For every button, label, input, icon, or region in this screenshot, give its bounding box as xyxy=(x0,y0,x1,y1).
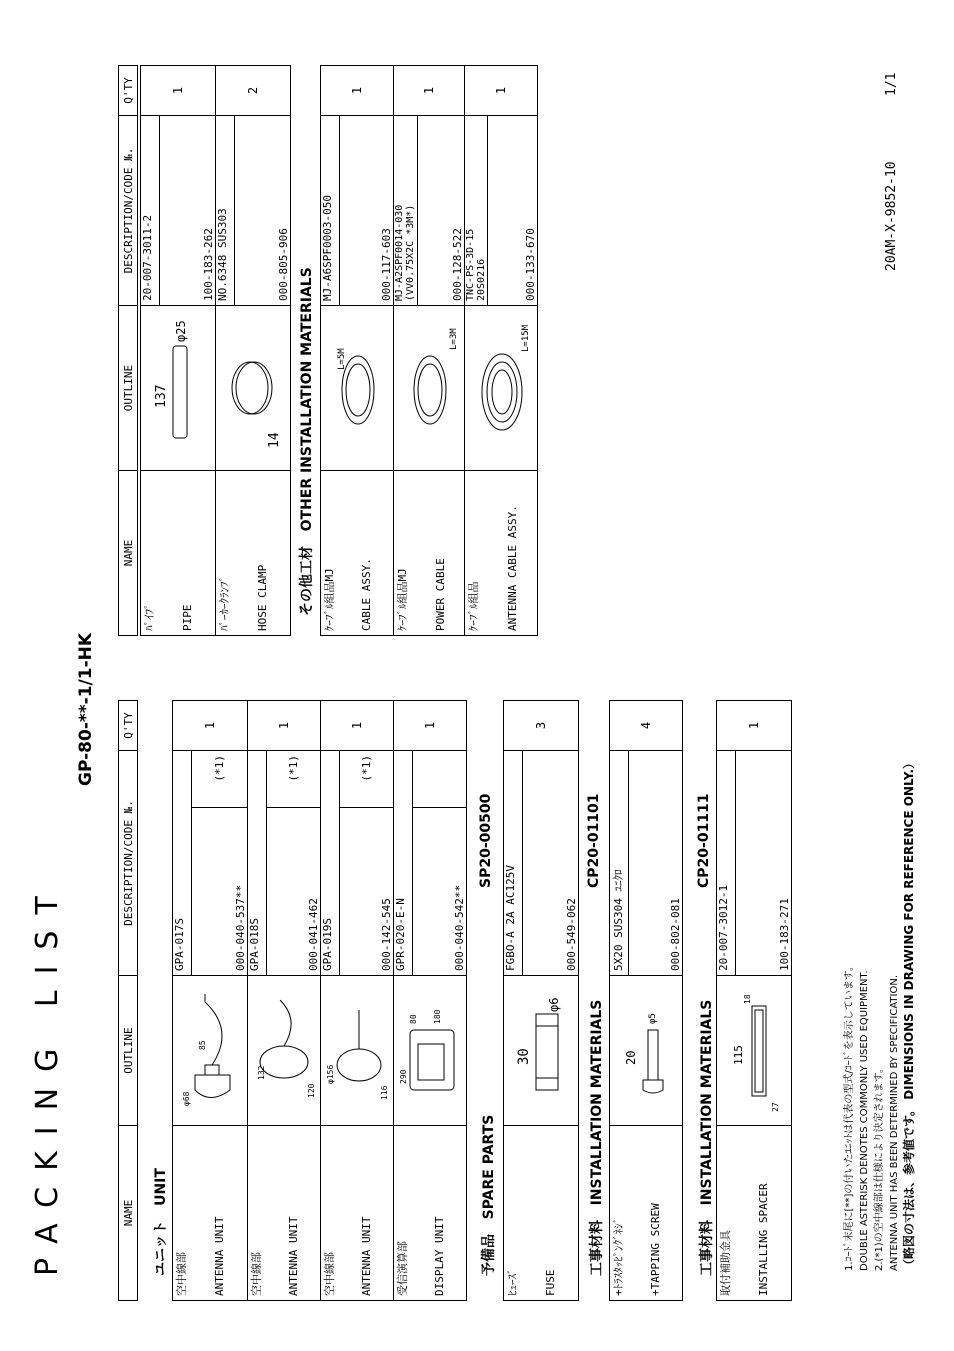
code: 000-805-906 xyxy=(235,116,291,306)
name-en: FUSE xyxy=(523,1126,579,1301)
dim-b: 120 xyxy=(307,1084,316,1099)
pipe-drawing xyxy=(143,308,213,468)
right-header-table xyxy=(118,65,138,636)
desc-line-1: MJ-A2SPF0014-030 xyxy=(394,204,405,301)
antenna-mushroom-drawing xyxy=(250,981,318,1121)
outline-cell xyxy=(717,976,792,1126)
right-items-table xyxy=(140,65,291,636)
name-jp: 受信演算部 xyxy=(394,1126,413,1301)
code: 000-128-522 xyxy=(418,116,465,306)
outline-cell xyxy=(216,306,291,471)
dim-length: 137 xyxy=(154,384,169,408)
code: 100-183-262 xyxy=(160,116,216,306)
name-jp: +ﾄﾗｽﾀｯﾋﾟﾝｸﾞﾈｼﾞ xyxy=(610,1126,629,1301)
name-en: HOSE CLAMP xyxy=(235,471,291,636)
outline-cell xyxy=(394,306,465,471)
dim-diameter: φ5 xyxy=(648,1013,658,1025)
code: 100-183-271 xyxy=(736,751,792,976)
code: 000-549-062 xyxy=(523,751,579,976)
dim-length: 20 xyxy=(624,1051,638,1066)
name-jp: ﾊﾟｰｶｰｸﾗﾝﾌﾟ xyxy=(216,471,235,636)
note: (*1) xyxy=(267,750,321,807)
desc xyxy=(465,116,488,306)
note-1-en: DOUBLE ASTERISK DENOTES COMMONLY USED EQUIPMENT. xyxy=(859,970,870,1271)
outline-cell xyxy=(141,306,216,471)
dim-height: 180 xyxy=(433,1010,442,1025)
code: 000-041-462 xyxy=(267,808,321,976)
name-en: ANTENNA UNIT xyxy=(192,1126,248,1301)
desc: 5X20 SUS304 ﾕﾆｸﾛ xyxy=(610,751,629,976)
col-qty: Q'TY xyxy=(119,701,138,751)
note-3: （略図の寸法は、参考値です。 DIMENSIONS IN DRAWING FOR REFERENCE ONLY.） xyxy=(902,757,916,1271)
desc: NO.6348 SUS303 xyxy=(216,116,235,306)
desc: 20-007-3011-2 xyxy=(141,116,160,306)
page-number: 1/1 xyxy=(884,72,899,96)
col-qty: Q'TY xyxy=(119,66,138,116)
name-en: CABLE ASSY. xyxy=(340,471,394,636)
qty: 1 xyxy=(321,66,394,116)
antenna-unit-drawing xyxy=(323,981,391,1121)
install1-section-title: 工事材料 INSTALLATION MATERIALS CP20-01101 xyxy=(586,793,605,1276)
unit-items xyxy=(172,700,467,1301)
antenna-dome-drawing xyxy=(175,981,245,1121)
tapping-screw-drawing xyxy=(613,981,679,1121)
antenna-cable-drawing xyxy=(466,308,536,468)
dim-diameter: φ6 xyxy=(547,998,561,1013)
model-number: GP-80-**-1/1-HK xyxy=(76,632,96,786)
dim-diameter: φ68 xyxy=(182,1092,191,1107)
col-outline: OUTLINE xyxy=(119,306,138,471)
outline-cell xyxy=(321,976,394,1126)
cable-coil-drawing xyxy=(322,308,392,468)
name-en: DISPLAY UNIT xyxy=(413,1126,467,1301)
qty: 2 xyxy=(216,66,291,116)
note-2: 2.(*1)の空中線部は仕様により決定されます。 xyxy=(874,1063,885,1271)
dim-depth: 80 xyxy=(409,1014,418,1025)
other-section-title: その他工材 OTHER INSTALLATION MATERIALS xyxy=(299,267,315,616)
dim-width: 14 xyxy=(267,432,282,448)
cable-length: L=15M xyxy=(521,324,531,352)
name-jp: ｹｰﾌﾞﾙ組品MJ xyxy=(394,471,418,636)
col-outline: OUTLINE xyxy=(119,976,138,1126)
dim-height: 85 xyxy=(198,1040,207,1051)
qty: 1 xyxy=(173,700,248,750)
doc-ref: 20AM-X-9852-10 xyxy=(884,161,899,271)
desc: 20-007-3012-1 xyxy=(717,751,736,976)
page-title: PACKING LIST xyxy=(30,880,65,1276)
dim-length: 115 xyxy=(732,1045,745,1066)
spare-code: SP20-00500 xyxy=(478,793,494,888)
name-en: ANTENNA UNIT xyxy=(267,1126,321,1301)
desc: MJ-A6SPF0003-050 xyxy=(321,116,340,306)
name-en: PIPE xyxy=(160,471,216,636)
dim-a: 18 xyxy=(743,994,752,1005)
code: 000-117-603 xyxy=(340,116,394,306)
note: (*1) xyxy=(192,750,248,807)
desc: GPA-018S xyxy=(248,750,267,975)
name-jp: ﾋｭｰｽﾞ xyxy=(504,1126,523,1301)
code: 000-142-545 xyxy=(340,808,394,976)
outline-cell xyxy=(465,306,538,471)
outline-cell xyxy=(248,976,321,1126)
name-jp: 空中線部 xyxy=(173,1126,192,1301)
desc-line-1: TNC-PS-3D-15 xyxy=(465,228,476,301)
col-desc: DESCRIPTION/CODE №. xyxy=(119,116,138,306)
col-desc: DESCRIPTION/CODE №. xyxy=(119,751,138,976)
qty: 1 xyxy=(465,66,538,116)
name-en: POWER CABLE xyxy=(418,471,465,636)
outline-cell xyxy=(394,976,467,1126)
name-en: ANTENNA CABLE ASSY. xyxy=(488,471,538,636)
hose-clamp-drawing xyxy=(218,308,288,468)
name-jp: ｹｰﾌﾞﾙ組品 xyxy=(465,471,488,636)
outline-cell xyxy=(173,976,248,1126)
dim-b: 27 xyxy=(771,1102,780,1113)
code: 000-802-081 xyxy=(629,751,683,976)
qty: 3 xyxy=(504,701,579,751)
notes-block xyxy=(842,631,917,1271)
cable-length: L=5M xyxy=(337,348,347,370)
dim-diameter: φ156 xyxy=(326,1065,335,1085)
other-items-table xyxy=(320,65,538,636)
code: 000-040-537** xyxy=(192,808,248,976)
spacer-drawing xyxy=(720,981,788,1121)
desc: GPA-019S xyxy=(321,750,340,975)
desc xyxy=(394,116,418,306)
name-en: +TAPPING SCREW xyxy=(629,1126,683,1301)
name-en: INSTALLING SPACER xyxy=(736,1126,792,1301)
note: (*1) xyxy=(340,750,394,807)
spare-table xyxy=(503,700,579,1301)
col-name: NAME xyxy=(119,1126,138,1301)
qty: 1 xyxy=(321,700,394,750)
install2-section-title: 工事材料 INSTALLATION MATERIALS CP20-01111 xyxy=(696,793,715,1276)
unit-table xyxy=(118,700,138,1301)
desc: FGBO-A 2A AC125V xyxy=(504,751,523,976)
qty: 4 xyxy=(610,701,683,751)
qty: 1 xyxy=(141,66,216,116)
col-name: NAME xyxy=(119,471,138,636)
desc: GPA-017S xyxy=(173,750,192,975)
name-jp: ﾊﾟｲﾌﾟ xyxy=(141,471,160,636)
dim-length: 30 xyxy=(516,1048,532,1066)
note-1: 1.ｺｰﾄﾞ末尾に[**]の付いたﾕﾆｯﾄは代表の型式/ｺｰﾄﾞを表示しています。 xyxy=(844,961,855,1271)
note xyxy=(413,750,467,807)
name-jp: 空中線部 xyxy=(321,1126,340,1301)
code: 000-040-542** xyxy=(413,808,467,976)
qty: 1 xyxy=(248,700,321,750)
name-jp: 取付補助金具 xyxy=(717,1126,736,1301)
fuse-drawing xyxy=(508,981,574,1121)
qty: 1 xyxy=(394,66,465,116)
desc-line-2: 20S0216 xyxy=(476,258,487,301)
dim-a: 132 xyxy=(257,1066,266,1081)
display-unit-drawing xyxy=(396,981,464,1121)
outline-cell xyxy=(321,306,394,471)
cable-length: L=3M xyxy=(449,328,459,350)
name-jp: 空中線部 xyxy=(248,1126,267,1301)
qty: 1 xyxy=(394,700,467,750)
install1-table xyxy=(609,700,683,1301)
outline-cell xyxy=(610,976,683,1126)
qty: 1 xyxy=(717,701,792,751)
outline-cell xyxy=(504,976,579,1126)
name-en: ANTENNA UNIT xyxy=(340,1126,394,1301)
dim-height: 116 xyxy=(380,1086,389,1101)
dim-width: 290 xyxy=(399,1070,408,1085)
spare-section-title: 予備品 SPARE PARTS SP20-00500 xyxy=(478,793,497,1276)
note-2-en: ANTENNA UNIT HAS BEEN DETERMINED BY SPECIFICATION. xyxy=(889,974,900,1271)
name-jp: ｹｰﾌﾞﾙ組品MJ xyxy=(321,471,340,636)
dim-diameter: φ25 xyxy=(174,320,188,342)
install1-code: CP20-01101 xyxy=(586,793,602,888)
install2-code: CP20-01111 xyxy=(696,793,712,888)
install2-table xyxy=(716,700,792,1301)
desc: GPR-020-E-N xyxy=(394,750,413,975)
unit-section-title: ユニット UNIT xyxy=(153,1168,169,1276)
power-cable-drawing xyxy=(394,308,464,468)
desc-line-2: (VV0.75X2C *3M*) xyxy=(405,204,416,301)
code: 000-133-670 xyxy=(488,116,538,306)
